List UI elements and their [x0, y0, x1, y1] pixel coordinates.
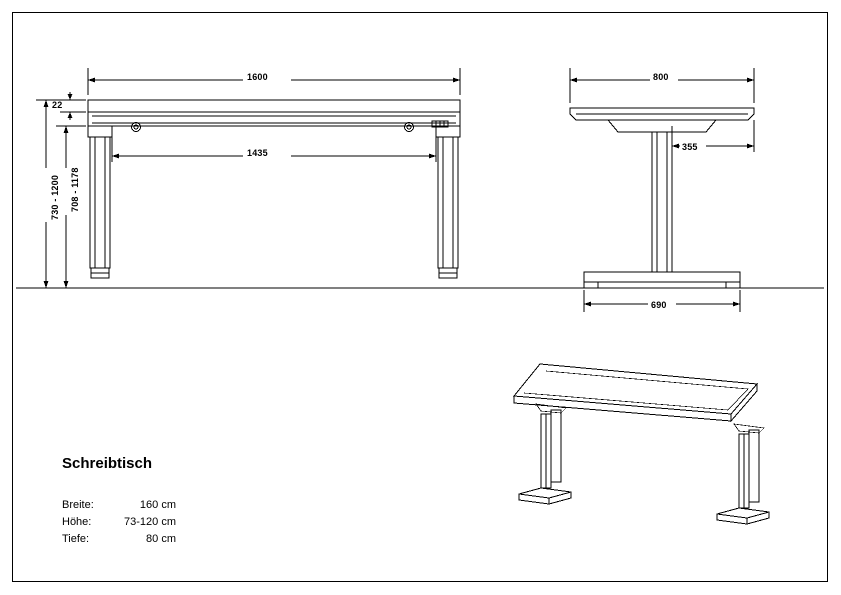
dimension-label-leg-span: 1435 — [247, 148, 268, 158]
dimension-label-width-overall: 1600 — [247, 72, 268, 82]
spec-value-tiefe: 80 cm — [146, 533, 176, 545]
dimension-label-column-range: 708 - 1178 — [70, 167, 80, 212]
spec-value-hoehe: 73-120 cm — [124, 516, 176, 528]
perspective-geometry — [514, 364, 769, 524]
drawing-title: Schreibtisch — [62, 455, 153, 472]
dimension-label-depth-overall: 800 — [653, 72, 669, 82]
spec-label-tiefe: Tiefe: — [62, 533, 90, 545]
side-elevation-geometry — [570, 108, 754, 288]
dimension-label-top-thickness: 22 — [52, 100, 63, 110]
spec-row-tiefe — [62, 533, 176, 545]
dimension-label-height-range: 730 - 1200 — [50, 174, 60, 220]
spec-row-hoehe — [62, 516, 176, 528]
spec-value-breite: 160 cm — [139, 499, 176, 511]
front-dimension-lines — [36, 68, 460, 288]
spec-label-breite: Breite: — [62, 499, 94, 511]
side-dimension-lines — [570, 68, 754, 312]
dimension-label-foot-depth: 690 — [651, 300, 667, 310]
front-elevation-geometry — [16, 100, 824, 288]
spec-label-hoehe: Höhe: — [62, 516, 92, 528]
spec-row-breite — [62, 499, 176, 511]
dimension-label-frame-depth: 355 — [682, 142, 698, 152]
